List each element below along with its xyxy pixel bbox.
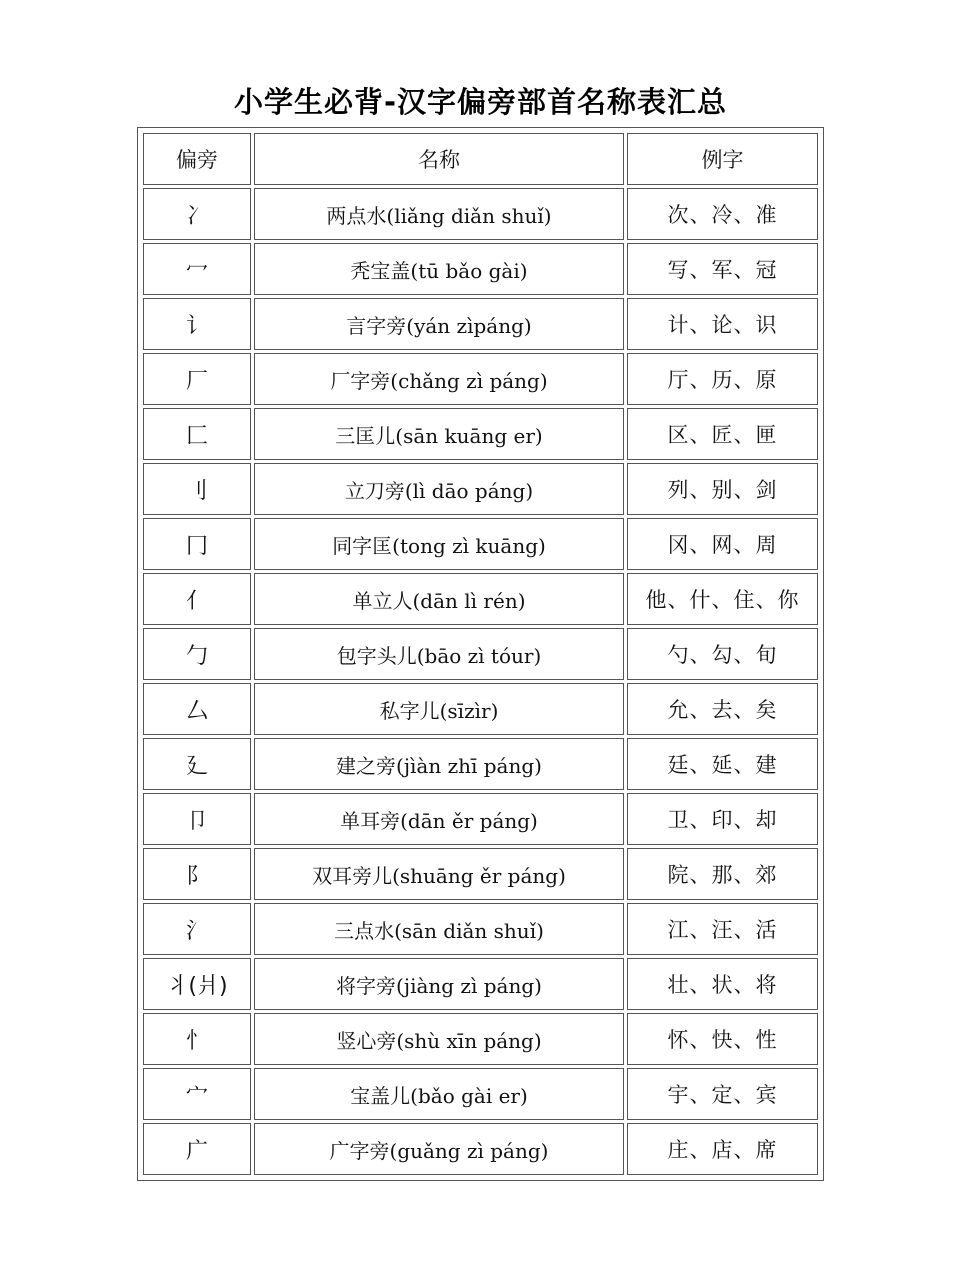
table-row	[143, 518, 818, 570]
radical-cell: 亻	[143, 573, 251, 625]
radical-cell: 宀	[143, 1068, 251, 1120]
table-row	[143, 793, 818, 845]
name-cell: 三点水(sān diǎn shuǐ)	[254, 903, 624, 955]
table-row	[143, 1068, 818, 1120]
header-examples: 例字	[627, 133, 818, 185]
name-cell: 单耳旁(dān ěr páng)	[254, 793, 624, 845]
name-cell: 秃宝盖(tū bǎo gài)	[254, 243, 624, 295]
radical-table-frame	[137, 127, 824, 1181]
table-row	[143, 463, 818, 515]
name-cell: 竖心旁(shù xīn páng)	[254, 1013, 624, 1065]
examples-cell: 写、军、冠	[627, 243, 818, 295]
table-row	[143, 848, 818, 900]
examples-cell: 列、别、剑	[627, 463, 818, 515]
radical-cell: 厂	[143, 353, 251, 405]
examples-cell: 厅、历、原	[627, 353, 818, 405]
name-cell: 建之旁(jìàn zhī páng)	[254, 738, 624, 790]
table-row	[143, 903, 818, 955]
radical-cell: 廴	[143, 738, 251, 790]
radical-cell: 广	[143, 1123, 251, 1175]
table-header-row	[143, 133, 818, 185]
name-cell: 双耳旁儿(shuāng ěr páng)	[254, 848, 624, 900]
examples-cell: 勺、勾、旬	[627, 628, 818, 680]
table-row	[143, 298, 818, 350]
name-cell: 立刀旁(lì dāo páng)	[254, 463, 624, 515]
examples-cell: 壮、状、将	[627, 958, 818, 1010]
radical-cell: 忄	[143, 1013, 251, 1065]
header-name: 名称	[254, 133, 624, 185]
table-row	[143, 1013, 818, 1065]
examples-cell: 庄、店、席	[627, 1123, 818, 1175]
examples-cell: 怀、快、性	[627, 1013, 818, 1065]
name-cell: 三匡儿(sān kuāng er)	[254, 408, 624, 460]
table-row	[143, 1123, 818, 1175]
name-cell: 宝盖儿(bǎo gài er)	[254, 1068, 624, 1120]
radical-cell: 匚	[143, 408, 251, 460]
name-cell: 广字旁(guǎng zì páng)	[254, 1123, 624, 1175]
table-row	[143, 683, 818, 735]
name-cell: 单立人(dān lì rén)	[254, 573, 624, 625]
examples-cell: 卫、印、却	[627, 793, 818, 845]
table-row	[143, 408, 818, 460]
name-cell: 包字头儿(bāo zì tóur)	[254, 628, 624, 680]
name-cell: 言字旁(yán zìpáng)	[254, 298, 624, 350]
document-title: 小学生必背-汉字偏旁部首名称表汇总	[233, 85, 728, 119]
examples-cell: 计、论、识	[627, 298, 818, 350]
examples-cell: 冈、网、周	[627, 518, 818, 570]
radical-cell: 厶	[143, 683, 251, 735]
examples-cell: 宇、定、宾	[627, 1068, 818, 1120]
name-cell: 厂字旁(chǎng zì páng)	[254, 353, 624, 405]
table-row	[143, 353, 818, 405]
examples-cell: 区、匠、匣	[627, 408, 818, 460]
table-row	[143, 573, 818, 625]
examples-cell: 允、去、矣	[627, 683, 818, 735]
table-row	[143, 738, 818, 790]
radical-cell: 氵	[143, 903, 251, 955]
radical-cell: 冖	[143, 243, 251, 295]
radical-cell: 讠	[143, 298, 251, 350]
radical-cell: 阝	[143, 848, 251, 900]
examples-cell: 院、那、郊	[627, 848, 818, 900]
header-radical: 偏旁	[143, 133, 251, 185]
name-cell: 私字儿(sīzìr)	[254, 683, 624, 735]
name-cell: 同字匡(tong zì kuāng)	[254, 518, 624, 570]
examples-cell: 廷、延、建	[627, 738, 818, 790]
radical-cell: 丬(爿)	[143, 958, 251, 1010]
name-cell: 将字旁(jiàng zì páng)	[254, 958, 624, 1010]
table-row	[143, 628, 818, 680]
radical-table	[140, 130, 821, 1178]
name-cell: 两点水(liǎng diǎn shuǐ)	[254, 188, 624, 240]
examples-cell: 他、什、住、你	[627, 573, 818, 625]
radical-cell: 冂	[143, 518, 251, 570]
radical-cell: 卩	[143, 793, 251, 845]
examples-cell: 次、冷、准	[627, 188, 818, 240]
table-row	[143, 243, 818, 295]
radical-cell: 勹	[143, 628, 251, 680]
radical-cell: 冫	[143, 188, 251, 240]
table-row	[143, 958, 818, 1010]
examples-cell: 江、汪、活	[627, 903, 818, 955]
radical-cell: 刂	[143, 463, 251, 515]
table-row	[143, 188, 818, 240]
